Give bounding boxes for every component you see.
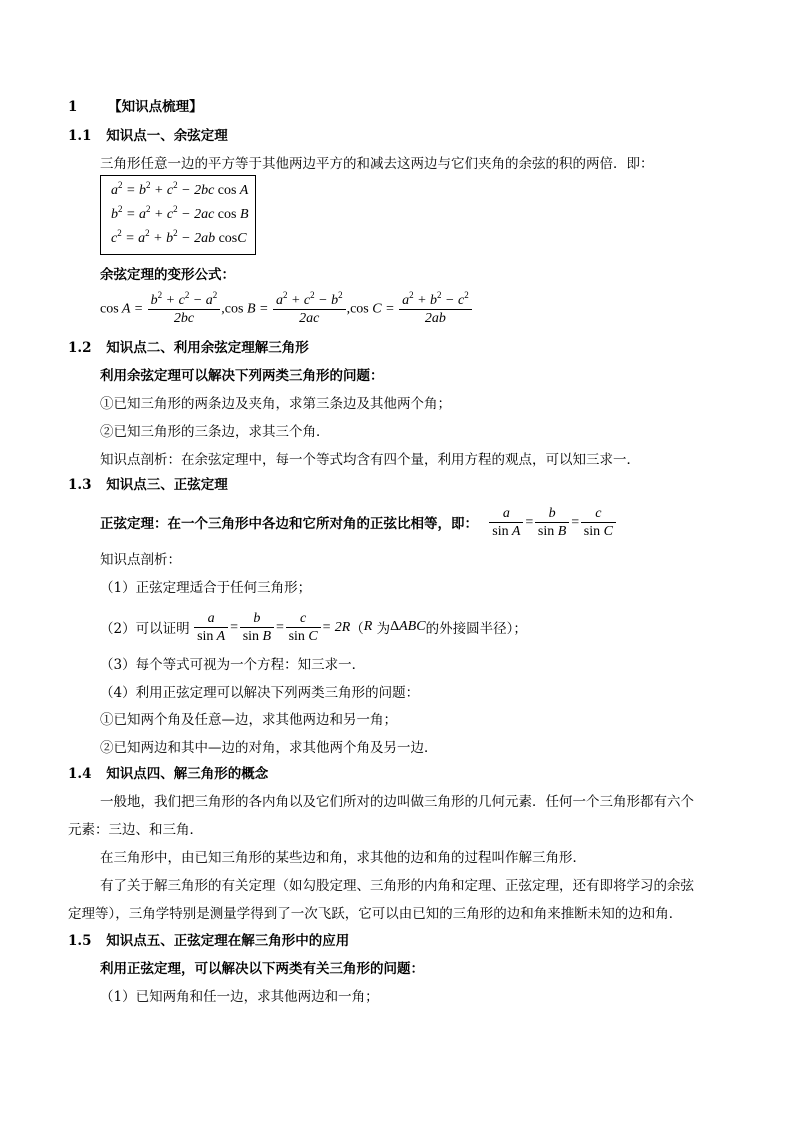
section-title: 【知识点梳理】 xyxy=(108,99,203,115)
paragraph-cosine-law: 三角形任意一边的平方等于其他两边平方的和减去这两边与它们夹角的余弦的积的两倍．即： xyxy=(100,156,654,172)
paragraph: 利用正弦定理，可以解决以下两类有关三角形的问题： xyxy=(100,961,424,977)
list-item: （4）利用正弦定理可以解决下列两类三角形的问题： xyxy=(100,685,420,701)
subsection-number: 1.2 xyxy=(68,340,92,356)
list-item: ②已知两边和其中—边的对角，求其他两个角及另一边． xyxy=(100,740,438,756)
paragraph: 利用余弦定理可以解决下列两类三角形的问题： xyxy=(100,368,384,384)
list-item: （1）正弦定理适合于任何三角形； xyxy=(100,580,312,596)
section-number: 1 xyxy=(68,99,78,115)
paragraph: 定理等），三角学特别是测量学得到了一次飞跃，它可以由已知的三角形的边和角来推断未知的边和角． xyxy=(68,906,683,922)
list-item: ①已知三角形的两条边及夹角，求第三条边及其他两个角； xyxy=(100,396,451,412)
list-item: ②已知三角形的三条边，求其三个角． xyxy=(100,424,330,440)
list-item: （1）已知两角和任一边，求其他两边和一角； xyxy=(100,989,379,1005)
sine-law-line xyxy=(100,505,617,540)
sine-law-proof-line: （2）可以证明 $\frac{a}{\text{sin A}}$ = $\frac{b}{\text{sin B}}$ = $\frac{c}{\text{sin C}}$ = 2R（R 为ΔABC的外接圆半径）； xyxy=(100,611,527,644)
subsection-heading-1-5 xyxy=(68,932,349,950)
text: 为 xyxy=(376,621,391,638)
cosine-transform-formula: cos A = $\frac{b^2 + c^2 - a^2}{2bc}$ ,cos B = $\frac{a^2 + c^2 - b^2}{2ac}$ ,cos C = $\frac{a^2 + b^2 - c^2}{2ab}$ xyxy=(100,292,473,327)
paragraph: 知识点剖析：在余弦定理中，每一个等式均含有四个量，利用方程的观点，可以知三求一． xyxy=(100,452,640,468)
subsection-heading-1-3 xyxy=(68,476,228,494)
subsection-title: 知识点五、正弦定理在解三角形中的应用 xyxy=(106,933,350,949)
subsection-number: 1.1 xyxy=(68,128,92,144)
section-heading xyxy=(68,98,203,116)
list-item: ①已知两个角及任意—边，求其他两边和另一角； xyxy=(100,712,397,728)
text: （ xyxy=(350,621,364,638)
subsection-heading-1-4 xyxy=(68,765,268,783)
subsection-number: 1.5 xyxy=(68,933,92,949)
formula-c: $c^2 = a^2 + b^2 - 2ab$ cosC xyxy=(111,228,247,246)
transform-formula-label: 余弦定理的变形公式： xyxy=(100,267,235,283)
subsection-heading-1-2 xyxy=(68,339,309,357)
sine-law-formula: $\frac{a}{\text{sin A}}$ = $\frac{b}{\text{sin B}}$ = $\frac{c}{\text{sin C}}$ xyxy=(488,515,617,530)
paragraph: 知识点剖析： xyxy=(100,552,181,568)
subsection-title: 知识点四、解三角形的概念 xyxy=(106,766,269,782)
text: 的外接圆半径）； xyxy=(425,621,527,638)
formula-a: $a^2 = b^2 + c^2 - 2bc$ cos A xyxy=(111,180,249,198)
subsection-title: 知识点一、余弦定理 xyxy=(106,128,228,144)
paragraph: 一般地，我们把三角形的各内角以及它们所对的边叫做三角形的几何元素．任何一个三角形都有六个 xyxy=(100,794,694,810)
subsection-number: 1.3 xyxy=(68,477,92,493)
formula-b: $b^2 = a^2 + c^2 - 2ac$ cos B xyxy=(111,204,249,222)
subsection-heading-1-1 xyxy=(68,127,228,145)
sine-law-text: 正弦定理：在一个三角形中各边和它所对角的正弦比相等，即： xyxy=(100,516,478,533)
list-item: （3）每个等式可视为一个方程：知三求一． xyxy=(100,657,366,673)
cosine-law-formula-box xyxy=(100,175,256,255)
subsection-title: 知识点三、正弦定理 xyxy=(106,477,228,493)
subsection-title: 知识点二、利用余弦定理解三角形 xyxy=(106,340,309,356)
paragraph: 在三角形中，由已知三角形的某些边和角，求其他的边和角的过程叫作解三角形． xyxy=(100,850,586,866)
text: （2）可以证明 xyxy=(100,621,190,638)
paragraph: 元素：三边、和三角． xyxy=(68,822,203,838)
subsection-number: 1.4 xyxy=(68,766,92,782)
paragraph: 有了关于解三角形的有关定理（如勾股定理、三角形的内角和定理、正弦定理，还有即将学习的余弦 xyxy=(100,878,694,894)
